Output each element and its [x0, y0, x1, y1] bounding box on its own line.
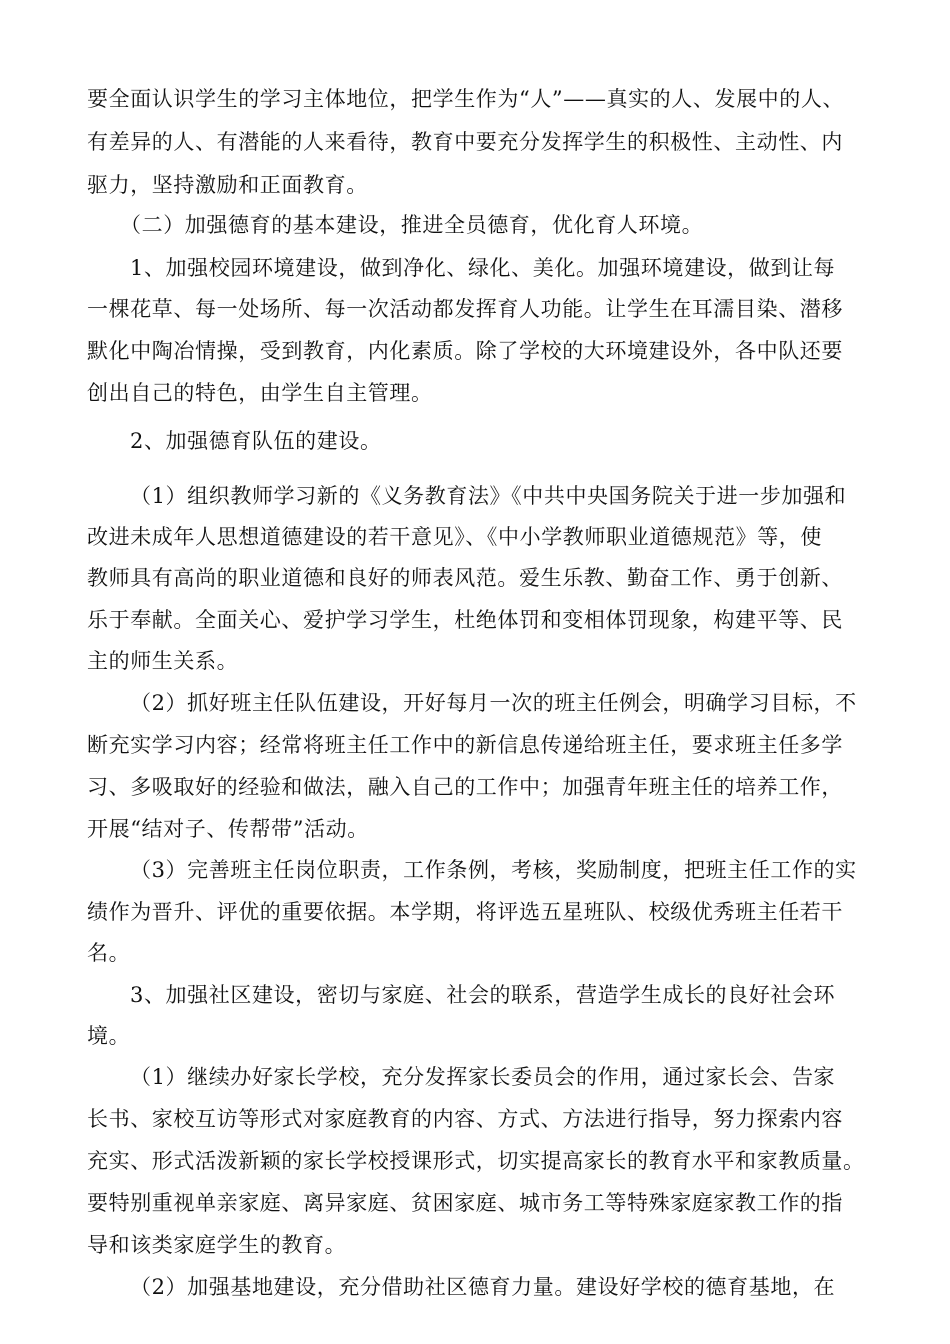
text-line: 驱力，坚持激励和正面教育。 — [87, 173, 368, 197]
text-line: 充实、形式活泼新颖的家长学校授课形式，切实提高家长的教育水平和家教质量。 — [87, 1149, 865, 1173]
text-line: 绩作为晋升、评优的重要依据。本学期，将评选五星班队、校级优秀班主任若干 — [87, 900, 843, 924]
text-line: 3、加强社区建设，密切与家庭、社会的联系，营造学生成长的良好社会环 — [130, 983, 836, 1007]
text-line: 习、多吸取好的经验和做法，融入自己的工作中；加强青年班主任的培养工作， — [87, 775, 843, 799]
text-line: 一棵花草、每一处场所、每一次活动都发挥育人功能。让学生在耳濡目染、潜移 — [87, 297, 843, 321]
text-line: 2、加强德育队伍的建设。 — [130, 429, 382, 453]
text-line: 开展“结对子、传帮带”活动。 — [87, 817, 369, 841]
text-line: （2）加强基地建设，充分借助社区德育力量。建设好学校的德育基地，在 — [130, 1275, 836, 1299]
text-line: 长书、家校互访等形式对家庭教育的内容、方式、方法进行指导，努力探索内容 — [87, 1107, 843, 1131]
text-line: （1）继续办好家长学校，充分发挥家长委员会的作用，通过家长会、告家 — [130, 1065, 836, 1089]
text-line: 创出自己的特色，由学生自主管理。 — [87, 381, 433, 405]
text-line: 改进未成年人思想道德建设的若干意见》、《中小学教师职业道德规范》等，使 — [87, 525, 822, 549]
text-line: 断充实学习内容；经常将班主任工作中的新信息传递给班主任，要求班主任多学 — [87, 733, 843, 757]
text-line: 默化中陶冶情操，受到教育，内化素质。除了学校的大环境建设外，各中队还要 — [87, 339, 843, 363]
text-line: 名。 — [87, 941, 131, 965]
text-line: 有差异的人、有潜能的人来看待，教育中要充分发挥学生的积极性、主动性、内 — [87, 130, 843, 154]
text-line: 主的师生关系。 — [87, 649, 239, 673]
text-line: 乐于奉献。全面关心、爱护学习学生，杜绝体罚和变相体罚现象，构建平等、民 — [87, 608, 843, 632]
section-heading: （二）加强德育的基本建设，推进全员德育，优化育人环境。 — [120, 213, 704, 237]
text-line: 要特别重视单亲家庭、离异家庭、贫困家庭、城市务工等特殊家庭家教工作的指 — [87, 1191, 843, 1215]
text-line: 导和该类家庭学生的教育。 — [87, 1233, 347, 1257]
text-line: （1）组织教师学习新的《义务教育法》《中共中央国务院关于进一步加强和 — [130, 484, 847, 508]
text-line: 境。 — [87, 1024, 131, 1048]
text-line: （3）完善班主任岗位职责，工作条例，考核，奖励制度，把班主任工作的实 — [130, 858, 857, 882]
text-line: （2）抓好班主任队伍建设，开好每月一次的班主任例会，明确学习目标，不 — [130, 691, 857, 715]
text-line: 教师具有高尚的职业道德和良好的师表风范。爱生乐教、勤奋工作、勇于创新、 — [87, 566, 843, 590]
text-line: 要全面认识学生的学习主体地位，把学生作为“人”——真实的人、发展中的人、 — [87, 87, 845, 111]
text-line: 1、加强校园环境建设，做到净化、绿化、美化。加强环境建设，做到让每 — [130, 256, 836, 280]
